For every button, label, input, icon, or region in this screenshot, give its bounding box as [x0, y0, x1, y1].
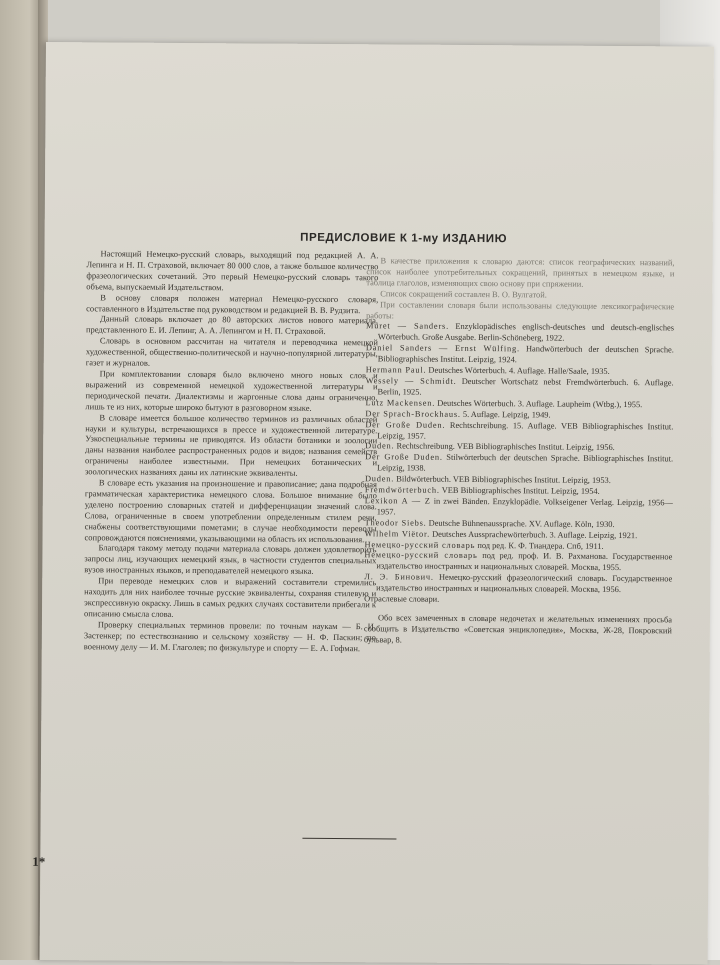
- reference-author: Wilhelm Viëtor.: [365, 529, 430, 538]
- reference-author: Л. Э. Бинович.: [364, 573, 434, 582]
- reference-entry: [366, 343, 674, 367]
- reference-text: Bildwörterbuch. VEB Bibliographisches Institut. Leipzig, 1953.: [396, 475, 611, 485]
- paragraph: Данный словарь включает до 80 авторских листов нового материала, представленного Е. И. Лепинг, А. А. Лепингом и Н. П. Страховой.: [86, 314, 378, 338]
- paragraph: В словаре есть указания на произношение и правописание; дана подробная грамматическая характеристика немецкого слова. Большое внимание было уделено построению словарных статей и дифференциации значений слова. Слова, ограниченные в своем употреблении определенным стилем речи, снабжены соответствующими пометами; в случае необходимости переводы сопровождаются пояснениями, указывающими на область их использования.: [85, 477, 377, 544]
- reference-author: Lexikon A — Z: [365, 496, 431, 505]
- paragraph: При переводе немецких слов и выражений составители стремились находить для них наиболее точные русские эквиваленты, сохраняя стилевую и экспрессивную окраску. Лишь в самых редких случаях составители прибегали к описанию смысла слова.: [84, 575, 376, 621]
- reference-text: Deutsches Wörterbuch. 4. Auflage. Halle/Saale, 1935.: [428, 366, 609, 376]
- intro-paragraph: В качестве приложения к словарю даются: список географических названий, список наиболее употребительных сокращений, принятых в немецком языке, и таблица глаголов, изменяющих свою основу при спряжении.: [366, 256, 674, 291]
- reference-entry: [366, 376, 674, 400]
- signature-mark: 1*: [32, 854, 45, 870]
- reference-text: Stilwörterbuch der deutschen Sprache. Bibliographisches Institut. Leipzig, 1938.: [377, 453, 673, 473]
- left-column: [84, 248, 379, 654]
- reference-text: Deutsches Wörterbuch. 3. Auflage. Laupheim (Wtbg.), 1955.: [437, 399, 642, 409]
- reference-entry: [364, 551, 672, 575]
- reference-entry: [364, 573, 672, 597]
- reference-text: VEB Bibliographisches Institut. Leipzig, 1954.: [442, 486, 600, 496]
- paragraph: Проверку специальных терминов провели: по точным наукам — Б. И. Застенкер; по естествознанию и сельскому хозяйству — Н. Ф. Паскин; по военному делу — И. М. Глаголев; по физкультуре и спорту — Е. А. Гофман.: [84, 619, 376, 654]
- paragraph: Настоящий Немецко-русский словарь, выходящий под редакцией А. А. Лепинга и Н. П. Страховой, включает 80 000 слов, а также большое количество фразеологических сочетаний. Это первый Немецко-русский словарь такого объема, выпускаемый Издательством.: [86, 248, 378, 294]
- reference-entry: [366, 322, 674, 346]
- reference-text: Deutscher Wortschatz nebst Fremdwörterbuch. 6. Auflage. Berlin, 1925.: [378, 377, 674, 397]
- reference-author: Duden.: [365, 474, 394, 483]
- reference-text: Enzyklopädisches englisch-deutsches und deutsch-englisches Wörterbuch. Große Ausgabe. Berlin-Schöneberg, 1922.: [378, 322, 674, 343]
- intro-paragraph: При составлении словаря были использованы следующие лексикографические работы:: [366, 300, 674, 324]
- reference-text: под ред. проф. И. В. Рахманова. Государственное издательство иностранных и национальных словарей. Москва, 1955.: [376, 552, 672, 573]
- reference-text: Rechtschreibung. 15. Auflage. VEB Bibliographisches Institut. Leipzig, 1957.: [377, 420, 673, 440]
- reference-text: Немецко-русский фразеологический словарь. Государственное издательство иностранных и национальных словарей. Москва, 1956.: [376, 573, 672, 594]
- paragraph: В словаре имеется большое количество терминов из различных областей науки и культуры, встречающихся в прессе и художественной литературе. Узкоспециальные термины не приводятся. Из области ботаники и зоологии даны названия наиболее распространенных родов и видов; названия семейств ограничены наиболее известными. При немецких ботанических и зоологических названиях даны их латинские эквиваленты.: [85, 412, 377, 479]
- page-title: ПРЕДИСЛОВИЕ К 1-му ИЗДАНИЮ: [259, 231, 549, 245]
- reference-entry: [365, 453, 673, 477]
- paragraph: При комплектовании словаря было включено много новых слов и выражений из современной немецкой художественной литературы и периодической печати. Диалектизмы и жаргонные слова даны ограниченно, лишь те из них, которые широко бытуют в разговорном языке.: [85, 368, 377, 414]
- reference-author: Der Große Duden.: [365, 420, 445, 430]
- reference-entry: [365, 420, 673, 444]
- paragraph: В основу словаря положен материал Немецко-русского словаря, составленного в Издательстве под руководством и редакцией В. В. Рудзита.: [86, 292, 378, 316]
- reference-author: Der Sprach-Brockhaus.: [365, 409, 460, 419]
- reference-author: Немецко-русский словарь: [364, 540, 475, 550]
- reference-author: Lutz Mackensen.: [365, 398, 435, 407]
- reference-author: Wessely — Schmidt.: [366, 376, 457, 386]
- right-column: [364, 256, 675, 648]
- previous-page-edge: [0, 0, 42, 960]
- book-page: [40, 42, 714, 965]
- reference-text: Handwörterbuch der deutschen Sprache. Bibliographisches Institut. Leipzig, 1924.: [378, 345, 674, 365]
- reference-text: 5. Auflage. Leipzig, 1949.: [463, 410, 551, 420]
- reference-author: Duden.: [365, 442, 394, 451]
- reference-author: Der Große Duden.: [365, 453, 443, 463]
- closing-paragraph: Обо всех замеченных в словаре недочетах и желательных изменениях просьба сообщить в Издательство «Советская энциклопедия», Москва, Ж-28, Покровский бульвар, 8.: [364, 613, 672, 648]
- reference-text: под ред. К. Ф. Тиандера. Спб, 1911.: [477, 541, 603, 551]
- paragraph: Словарь в основном рассчитан на читателя и переводчика немецкой художественной, общественно-политической и научно-популярной литературы, газет и журналов.: [86, 336, 378, 371]
- reference-text: Rechtschreibung. VEB Bibliographisches Institut. Leipzig, 1956.: [396, 442, 614, 453]
- reference-author: Daniel Sanders — Ernst Wülfing.: [366, 343, 520, 353]
- reference-author: Muret — Sanders.: [366, 322, 449, 332]
- end-rule: [302, 838, 396, 840]
- paragraph: Благодаря такому методу подачи материала словарь должен удовлетворить запросы лиц, изучающих немецкий язык, в частности студентов специальных вузов иностранных языков, и преподавателей немецкого языка.: [84, 543, 376, 578]
- reference-text: Deutsche Bühnenaussprache. XV. Auflage. Köln, 1930.: [429, 518, 615, 528]
- reference-author: Theodor Siebs.: [365, 518, 427, 527]
- reference-text: Deutsches Aussprachewörterbuch. 3. Auflage. Leipzig, 1921.: [432, 529, 637, 539]
- reference-text: Отраслевые словари.: [364, 594, 439, 604]
- intro-paragraph: Список сокращений составлен В. О. Вулгатой.: [366, 289, 674, 302]
- reference-entry: [364, 594, 672, 607]
- reference-entry: [365, 496, 673, 520]
- reference-author: Hermann Paul.: [366, 365, 427, 374]
- reference-author: Fremdwörterbuch.: [365, 485, 440, 495]
- reference-author: Немецко-русский словарь: [364, 551, 477, 561]
- reference-text: in zwei Bänden. Enzyklopädie. Volkseigener Verlag. Leipzig, 1956—1957.: [377, 497, 673, 517]
